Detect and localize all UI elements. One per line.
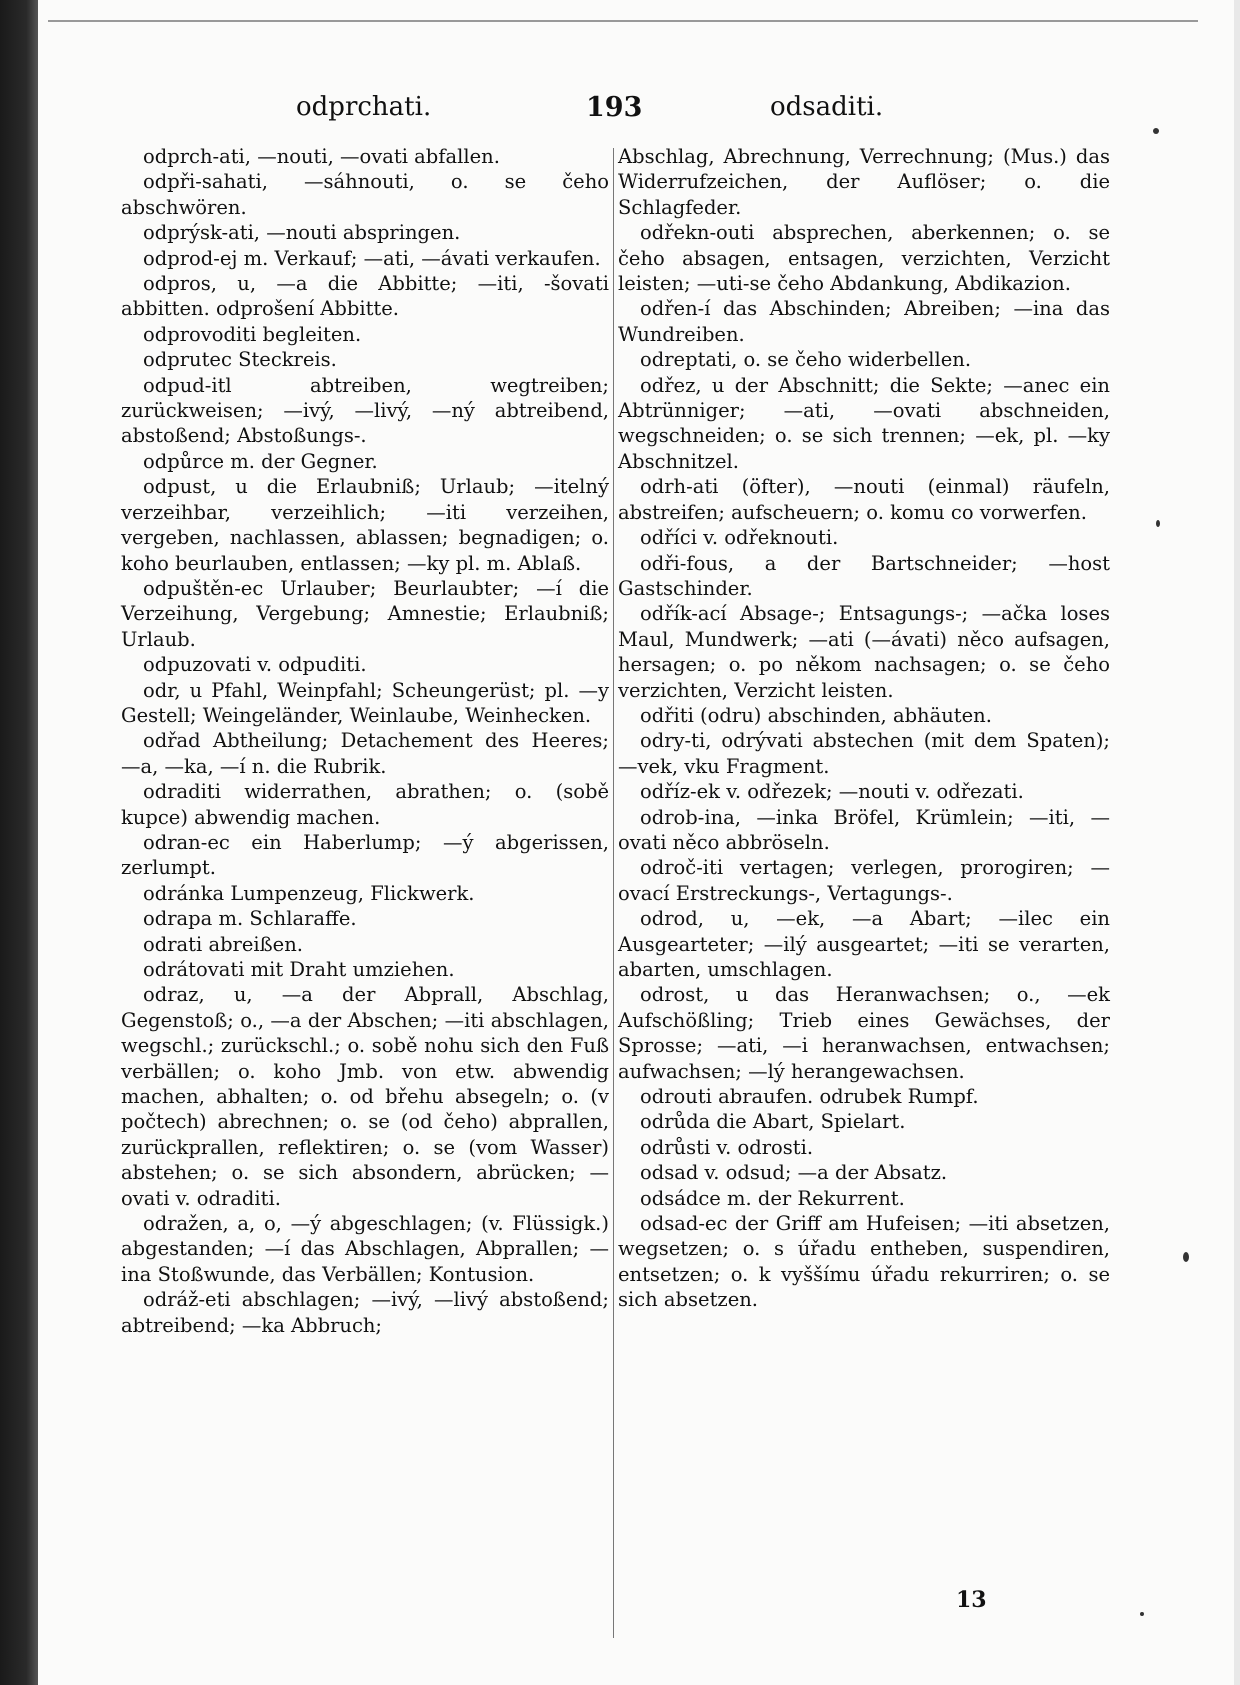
dictionary-entry: odřad Abtheilung; Detachement des Heeres; —a, —ka, —í n. die Rubrik. (121, 729, 609, 778)
dictionary-entry: odpuštěn-ec Urlauber; Beurlaubter; —í die Verzeihung, Vergebung; Amnestie; Erlaubniß; Urlaub. (121, 576, 609, 651)
dictionary-entry: odránka Lumpenzeug, Flickwerk. (143, 881, 475, 905)
dictionary-entry: odrátovati mit Draht umziehen. (143, 958, 455, 981)
dictionary-entry: odrati abreißen. (143, 932, 303, 956)
dictionary-entry: odpros, u, —a die Abbitte; —iti, -šovati abbitten. odprošení Abbitte. (121, 272, 609, 321)
dictionary-entry: odražen, a, o, —ý abgeschlagen; (v. Flüssigk.) abgestanden; —í das Abschlagen, Abprallen; —ina Stoßwunde, das Verbällen; Kontusion. (121, 1212, 609, 1286)
ink-speck (1140, 1612, 1144, 1616)
dictionary-entry: odpuzovati v. odpuditi. (143, 653, 367, 677)
header-right-guide-word: odsaditi. (770, 92, 884, 122)
scan-left-edge (0, 0, 38, 1685)
dictionary-entry: odřez, u der Abschnitt; die Sekte; —anec ein Abtrünniger; —ati, —ovati abschneiden, wegschneiden; o. se sich trennen; —ek, pl. —ky Abschnitzel. (618, 373, 1110, 473)
dictionary-entry: odříz-ek v. odřezek; —nouti v. odřezati. (640, 780, 1024, 804)
dictionary-entry: odprovoditi begleiten. (143, 322, 362, 346)
dictionary-entry: odsádce m. der Rekurrent. (640, 1186, 905, 1210)
dictionary-entry: odry-ti, odrývati abstechen (mit dem Spaten); —vek, vku Fragment. (618, 729, 1110, 778)
dictionary-entry: odři-fous, a der Bartschneider; —host Gastschinder. (618, 551, 1110, 600)
dictionary-entry: odrůsti v. odrosti. (640, 1135, 814, 1159)
dictionary-entry: odprod-ej m. Verkauf; —ati, —ávati verkaufen. (143, 246, 601, 270)
ink-speck (1156, 520, 1160, 527)
dictionary-entry: odraditi widerrathen, abrathen; o. (sobě kupce) abwendig machen. (121, 780, 609, 829)
dictionary-entry: odreptati, o. se čeho widerbellen. (640, 348, 972, 372)
dictionary-entry: odr, u Pfahl, Weinpfahl; Scheungerüst; pl. —y Gestell; Weingeländer, Weinlaube, Weinhecken. (121, 678, 609, 727)
dictionary-entry-continued: Abschlag, Abrechnung, Verrechnung; (Mus.) das Widerrufzeichen, der Auflöser; o. die Schlagfeder. (618, 145, 1110, 219)
dictionary-entry: odrost, u das Heranwachsen; o., —ek Aufschößling; Trieb eines Gewächses, der Sprosse; —ati, —i heranwachsen, entwachsen; aufwachsen; —lý herangewachsen. (618, 983, 1110, 1083)
dictionary-entry: odprutec Steckreis. (143, 348, 337, 372)
dictionary-entry: odprch-ati, —nouti, —ovati abfallen. (143, 145, 500, 168)
dictionary-entry: odřekn-outi absprechen, aberkennen; o. se čeho absagen, entsagen, verzichten, Verzicht leisten; —uti-se čeho Abdankung, Abdikazion. (618, 221, 1110, 296)
dictionary-entry: odrod, u, —ek, —a Abart; —ilec ein Ausgearteter; —ilý ausgeartet; —iti se verarten, abarten, umschlagen. (618, 907, 1110, 981)
dictionary-entry: odpust, u die Erlaubniß; Urlaub; —itelný verzeihbar, verzeihlich; —iti verzeihen, vergeben, nachlassen, ablassen; begnadigen; o. koho beurlauben, entlassen; —ky pl. m. Ablaß. (121, 475, 609, 575)
dictionary-entry: odřen-í das Abschinden; Abreiben; —ina das Wundreiben. (618, 297, 1110, 346)
dictionary-entry: odráž-eti abschlagen; —ivý, —livý abstoßend; abtreibend; —ka Abbruch; (121, 1288, 609, 1337)
header-left-guide-word: odprchati. (296, 92, 432, 122)
dictionary-entry: odrob-ina, —inka Bröfel, Krümlein; —iti, —ovati něco abbröseln. (618, 805, 1110, 854)
dictionary-entry: odrapa m. Schlaraffe. (143, 907, 357, 931)
dictionary-entry: odroč-iti vertagen; verlegen, prorogiren; —ovací Erstreckungs-, Vertagungs-. (618, 856, 1110, 905)
dictionary-entry: odrůda die Abart, Spielart. (640, 1110, 906, 1134)
dictionary-entry: odprýsk-ati, —nouti abspringen. (143, 221, 461, 245)
scan-right-edge (1234, 0, 1240, 1685)
column-divider (613, 148, 614, 1638)
dictionary-entry: odpři-sahati, —sáhnouti, o. se čeho abschwören. (121, 170, 609, 219)
dictionary-entry: odřík-ací Absage-; Entsagungs-; —ačka loses Maul, Mundwerk; —ati (—ávati) něco aufsagen, hersagen; o. po někom nachsagen; o. se čeho verzichten, Verzicht leisten. (618, 602, 1110, 702)
signature-mark: 13 (956, 1587, 987, 1613)
right-column (618, 144, 1110, 1313)
page-number: 193 (586, 92, 643, 123)
dictionary-entry: odraz, u, —a der Abprall, Abschlag, Gegenstoß; o., —a der Abschen; —iti abschlagen, wegschl.; zurückschl.; o. sobě nohu sich den Fuß verbällen; o. koho Jmb. von etw. abwendig machen, abhalten; o. od břehu absegeln; o. (v počtech) abrechnen; o. se (od čeho) abprallen, zurückprallen, reflektiren; o. se (vom Wasser) abstehen; o. se sich absondern, abrücken; —ovati v. odraditi. (121, 983, 609, 1210)
left-column (121, 144, 609, 1338)
dictionary-entry: odrh-ati (öfter), —nouti (einmal) räufeln, abstreifen; aufscheuern; o. komu co vorwerfen. (618, 475, 1110, 524)
dictionary-entry: odpůrce m. der Gegner. (143, 449, 378, 473)
dictionary-entry: odran-ec ein Haberlump; —ý abgerissen, zerlumpt. (121, 830, 609, 880)
dictionary-entry: odsad v. odsud; —a der Absatz. (640, 1161, 948, 1185)
ink-speck (1183, 1252, 1189, 1262)
dictionary-entry: odpud-itl abtreiben, wegtreiben; zurückweisen; —ivý, —livý, —ný abtreibend, abstoßend; Abstoßungs-. (121, 373, 609, 448)
ink-speck (1153, 128, 1159, 134)
dictionary-entry: odříci v. odřeknouti. (640, 526, 839, 550)
running-head (238, 92, 938, 132)
dictionary-page (38, 0, 1234, 1685)
dictionary-entry: odsad-ec der Griff am Hufeisen; —iti absetzen, wegsetzen; o. s úřadu entheben, suspendiren, entsetzen; o. k vyššímu úřadu rekurriren; o. se sich absetzen. (618, 1212, 1110, 1312)
dictionary-entry: odrouti abraufen. odrubek Rumpf. (640, 1085, 979, 1109)
dictionary-entry: odřiti (odru) abschinden, abhäuten. (640, 703, 992, 727)
